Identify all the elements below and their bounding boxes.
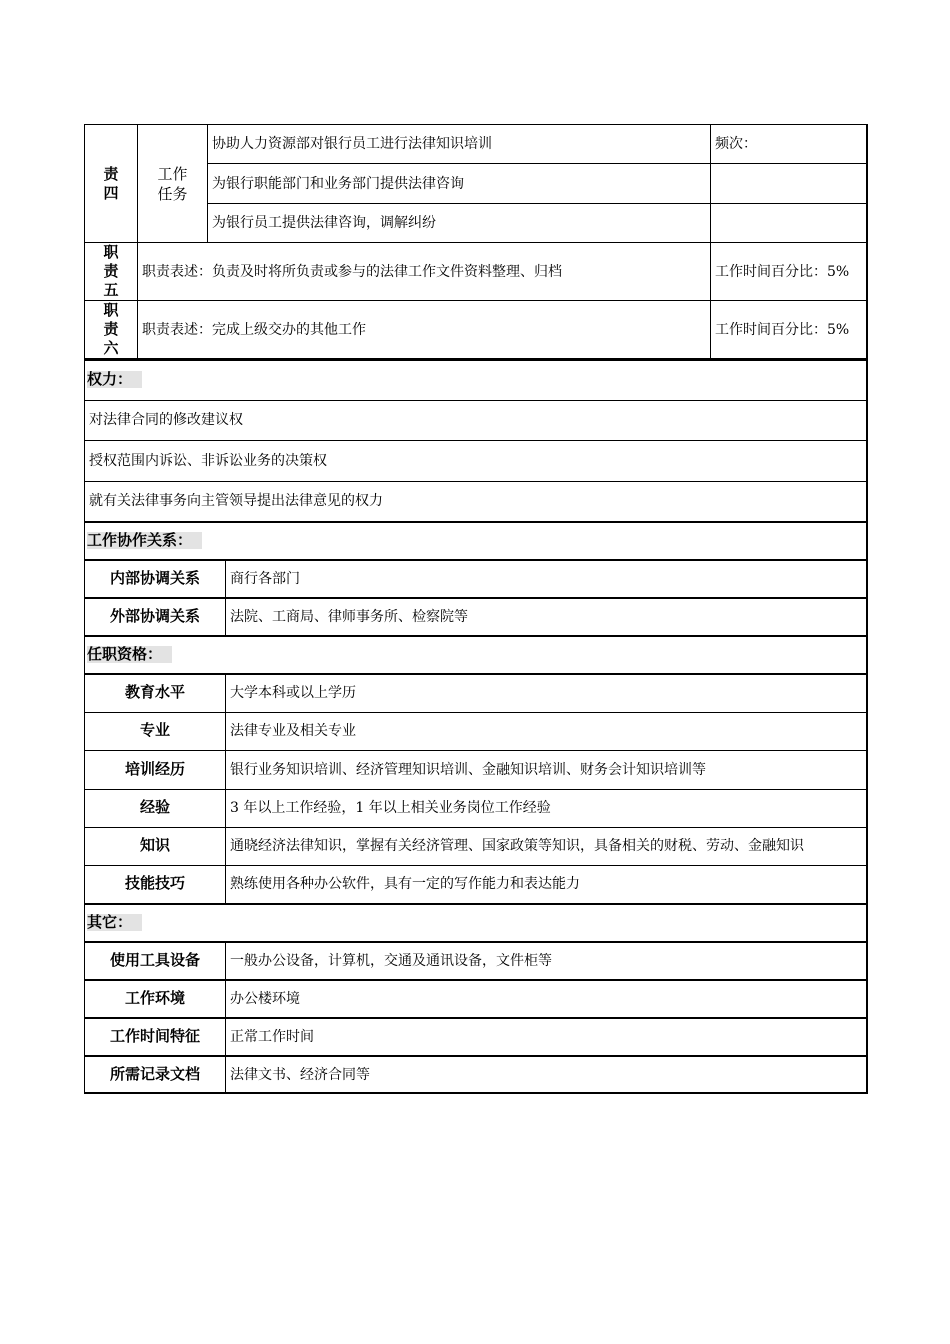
qualifications-header [85,636,867,674]
row-value: 正常工作时间 [226,1018,867,1056]
frequency-label: 频次： [711,125,867,164]
row-value: 大学本科或以上学历 [226,674,867,712]
duty5-time-share: 工作时间百分比：5% [711,243,867,301]
authority-header [85,360,867,400]
row-value: 3 年以上工作经验，1 年以上相关业务岗位工作经验 [226,789,867,827]
duty6-label: 职 责 六 [85,301,138,359]
qualification-row [85,712,867,750]
row-value: 银行业务知识培训、经济管理知识培训、金融知识培训、财务会计知识培训等 [226,750,867,789]
job-description-sheet [84,124,866,1094]
cooperation-row [85,560,867,598]
cooperation-row [85,598,867,636]
row-value: 法院、工商局、律师事务所、检察院等 [226,598,867,636]
row-value: 办公楼环境 [226,980,867,1018]
frequency-value [711,164,867,204]
row-label: 培训经历 [85,750,226,789]
row-value: 通晓经济法律知识，掌握有关经济管理、国家政策等知识，具备相关的财税、劳动、金融知识 [226,827,867,865]
duty5-row [85,243,867,301]
duty6-row [85,301,867,359]
qualification-row [85,674,867,712]
other-row [85,1056,867,1093]
row-label: 工作时间特征 [85,1018,226,1056]
qualification-row [85,789,867,827]
section-title: 工作协作关系： [87,532,202,549]
qualification-row [85,750,867,789]
frequency-value [711,204,867,243]
row-value: 商行各部门 [226,560,867,598]
authority-item: 授权范围内诉讼、非诉讼业务的决策权 [85,440,867,481]
duties-table [84,124,868,359]
task-item: 协助人力资源部对银行员工进行法律知识培训 [208,125,711,164]
duty6-time-share: 工作时间百分比：5% [711,301,867,359]
details-table [84,359,868,1094]
section-title: 权力： [87,371,142,388]
section-title: 任职资格： [87,646,172,663]
row-value: 法律专业及相关专业 [226,712,867,750]
row-value: 一般办公设备，计算机，交通及通讯设备，文件柜等 [226,942,867,980]
row-value: 熟练使用各种办公软件，具有一定的写作能力和表达能力 [226,865,867,904]
duty5-label: 职 责 五 [85,243,138,301]
duty6-description: 职责表述：完成上级交办的其他工作 [138,301,711,359]
row-label: 所需记录文档 [85,1056,226,1093]
duty4-label: 责 四 [85,125,138,243]
qualification-row [85,827,867,865]
duty4-row-1 [85,125,867,164]
row-label: 专业 [85,712,226,750]
other-row [85,942,867,980]
row-label: 内部协调关系 [85,560,226,598]
row-label: 使用工具设备 [85,942,226,980]
task-item: 为银行员工提供法律咨询，调解纠纷 [208,204,711,243]
row-label: 工作环境 [85,980,226,1018]
task-item: 为银行职能部门和业务部门提供法律咨询 [208,164,711,204]
section-title: 其它： [87,914,142,931]
qualification-row [85,865,867,904]
row-label: 教育水平 [85,674,226,712]
row-label: 技能技巧 [85,865,226,904]
other-row [85,980,867,1018]
row-label: 外部协调关系 [85,598,226,636]
authority-item: 对法律合同的修改建议权 [85,400,867,440]
other-row [85,1018,867,1056]
other-header [85,904,867,942]
duty5-description: 职责表述：负责及时将所负责或参与的法律工作文件资料整理、归档 [138,243,711,301]
row-label: 知识 [85,827,226,865]
authority-item: 就有关法律事务向主管领导提出法律意见的权力 [85,481,867,522]
task-label: 工作 任务 [138,125,208,243]
row-label: 经验 [85,789,226,827]
cooperation-header [85,522,867,560]
row-value: 法律文书、经济合同等 [226,1056,867,1093]
